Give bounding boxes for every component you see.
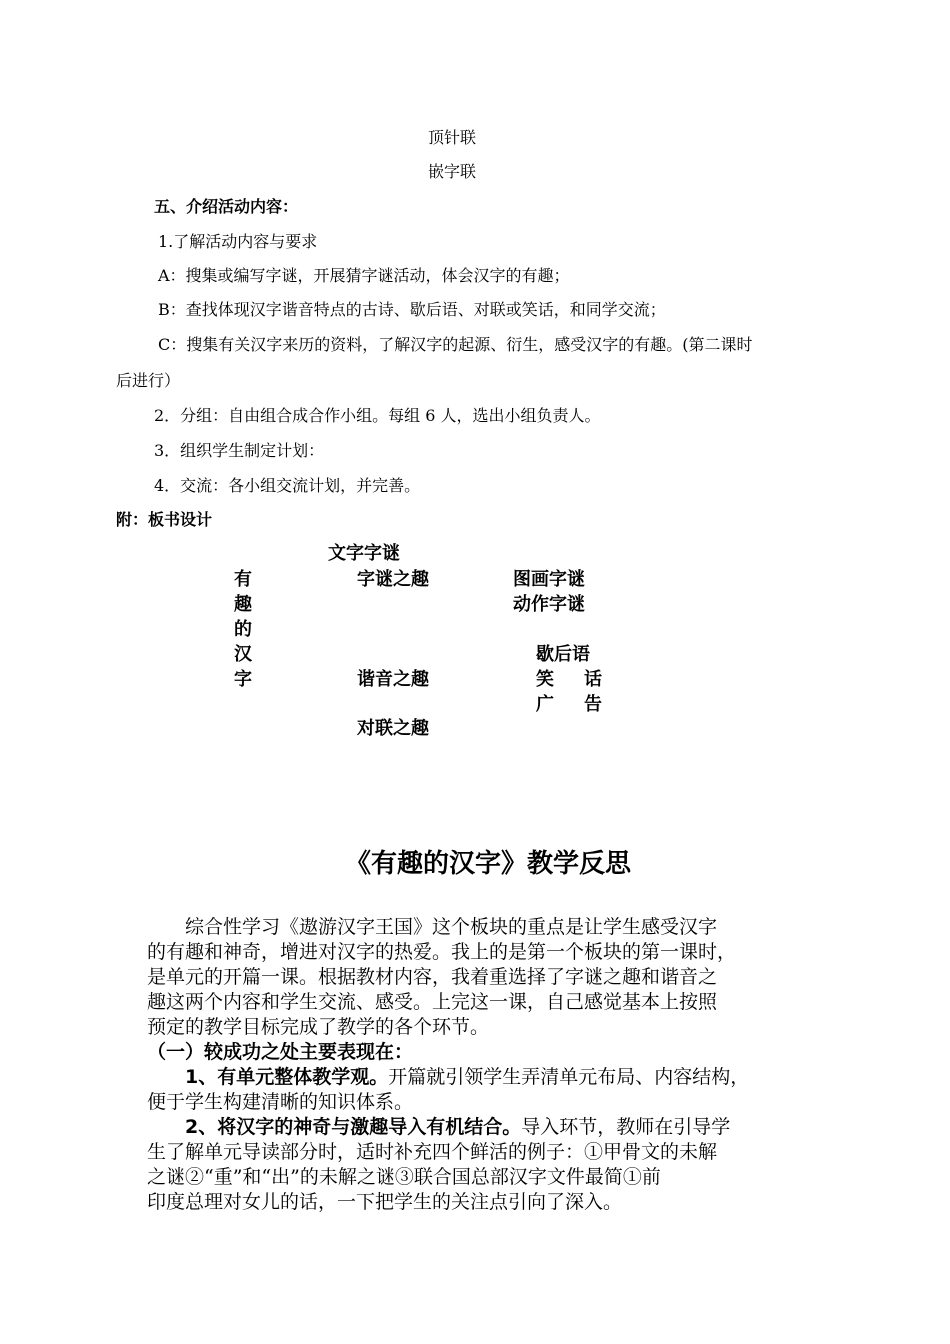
reflection-line: 预定的教学目标完成了教学的各个环节。 bbox=[147, 1016, 490, 1038]
section5-itemC-line1: C：搜集有关汉字来历的资料，了解汉字的起源、衍生，感受汉字的有趣。(第二课时 bbox=[158, 335, 753, 354]
section5-item2: 2．分组：自由组合成合作小组。每组 6 人，选出小组负责人。 bbox=[154, 406, 601, 425]
reflection-line: 之谜②“重”和“出”的未解之谜③联合国总部汉字文件最简①前 bbox=[147, 1166, 661, 1188]
section5-item4: 4．交流：各小组交流计划，并完善。 bbox=[154, 476, 421, 495]
board-title-char: 有 bbox=[234, 569, 252, 590]
board-guanggao: 广 告 bbox=[536, 694, 602, 715]
board-title-char: 汉 bbox=[234, 644, 252, 665]
section5-item3: 3．组织学生制定计划： bbox=[154, 441, 325, 460]
board-dongzuo-zimi: 动作字谜 bbox=[513, 594, 585, 615]
board-xiehouyu: 歇后语 bbox=[536, 644, 590, 665]
section5-itemB: B：查找体现汉字谐音特点的古诗、歇后语、对联或笑话，和同学交流； bbox=[158, 300, 666, 319]
item-dingzhenlian: 顶针联 bbox=[427, 128, 477, 147]
reflection-line: 是单元的开篇一课。根据教材内容，我着重选择了字谜之趣和谐音之 bbox=[147, 966, 718, 988]
reflection-line: 综合性学习《遨游汉字王国》这个板块的重点是让学生感受汉字 bbox=[147, 916, 718, 938]
section5-heading: 五、介绍活动内容： bbox=[154, 197, 299, 216]
board-xieyin-zhiqu: 谐音之趣 bbox=[357, 669, 429, 690]
reflection-subheading: （一）较成功之处主要表现在： bbox=[147, 1041, 414, 1063]
reflection-line: 便于学生构建清晰的知识体系。 bbox=[147, 1091, 414, 1113]
reflection-paragraph bbox=[147, 915, 749, 1215]
reflection-line: 印度总理对女儿的话，一下把学生的关注点引向了深入。 bbox=[147, 1191, 623, 1213]
reflection-line: 的有趣和神奇，增进对汉字的热爱。我上的是第一个板块的第一课时， bbox=[147, 941, 737, 963]
reflection-point2: 2、将汉字的神奇与激趣导入有机结合。导入环节，教师在引导学 bbox=[147, 1116, 731, 1138]
board-heading: 附：板书设计 bbox=[116, 510, 213, 529]
board-duilian-zhiqu: 对联之趣 bbox=[357, 718, 429, 739]
reflection-title: 《有趣的汉字》教学反思 bbox=[344, 849, 632, 879]
board-tuhua-zimi: 图画字谜 bbox=[513, 569, 585, 590]
section5-itemA: A：搜集或编写字谜，开展猜字谜活动，体会汉字的有趣； bbox=[158, 266, 570, 285]
board-zimi-zhiqu: 字谜之趣 bbox=[357, 569, 429, 590]
section5-item1: 1.了解活动内容与要求 bbox=[158, 232, 318, 251]
reflection-line: 生了解单元导读部分时，适时补充四个鲜活的例子：①甲骨文的未解 bbox=[147, 1141, 718, 1163]
board-wenzi-zimi: 文字字谜 bbox=[328, 543, 400, 564]
item-qianzilian: 嵌字联 bbox=[427, 162, 477, 181]
board-title-char: 字 bbox=[234, 669, 252, 690]
reflection-point1: 1、有单元整体教学观。开篇就引领学生弄清单元布局、内容结构， bbox=[147, 1066, 750, 1088]
board-xiaohua: 笑 话 bbox=[536, 669, 602, 690]
section5-itemC-line2: 后进行） bbox=[116, 371, 181, 390]
reflection-line: 趣这两个内容和学生交流、感受。上完这一课，自己感觉基本上按照 bbox=[147, 991, 718, 1013]
board-title-char: 的 bbox=[234, 619, 252, 640]
board-title-char: 趣 bbox=[234, 594, 252, 615]
